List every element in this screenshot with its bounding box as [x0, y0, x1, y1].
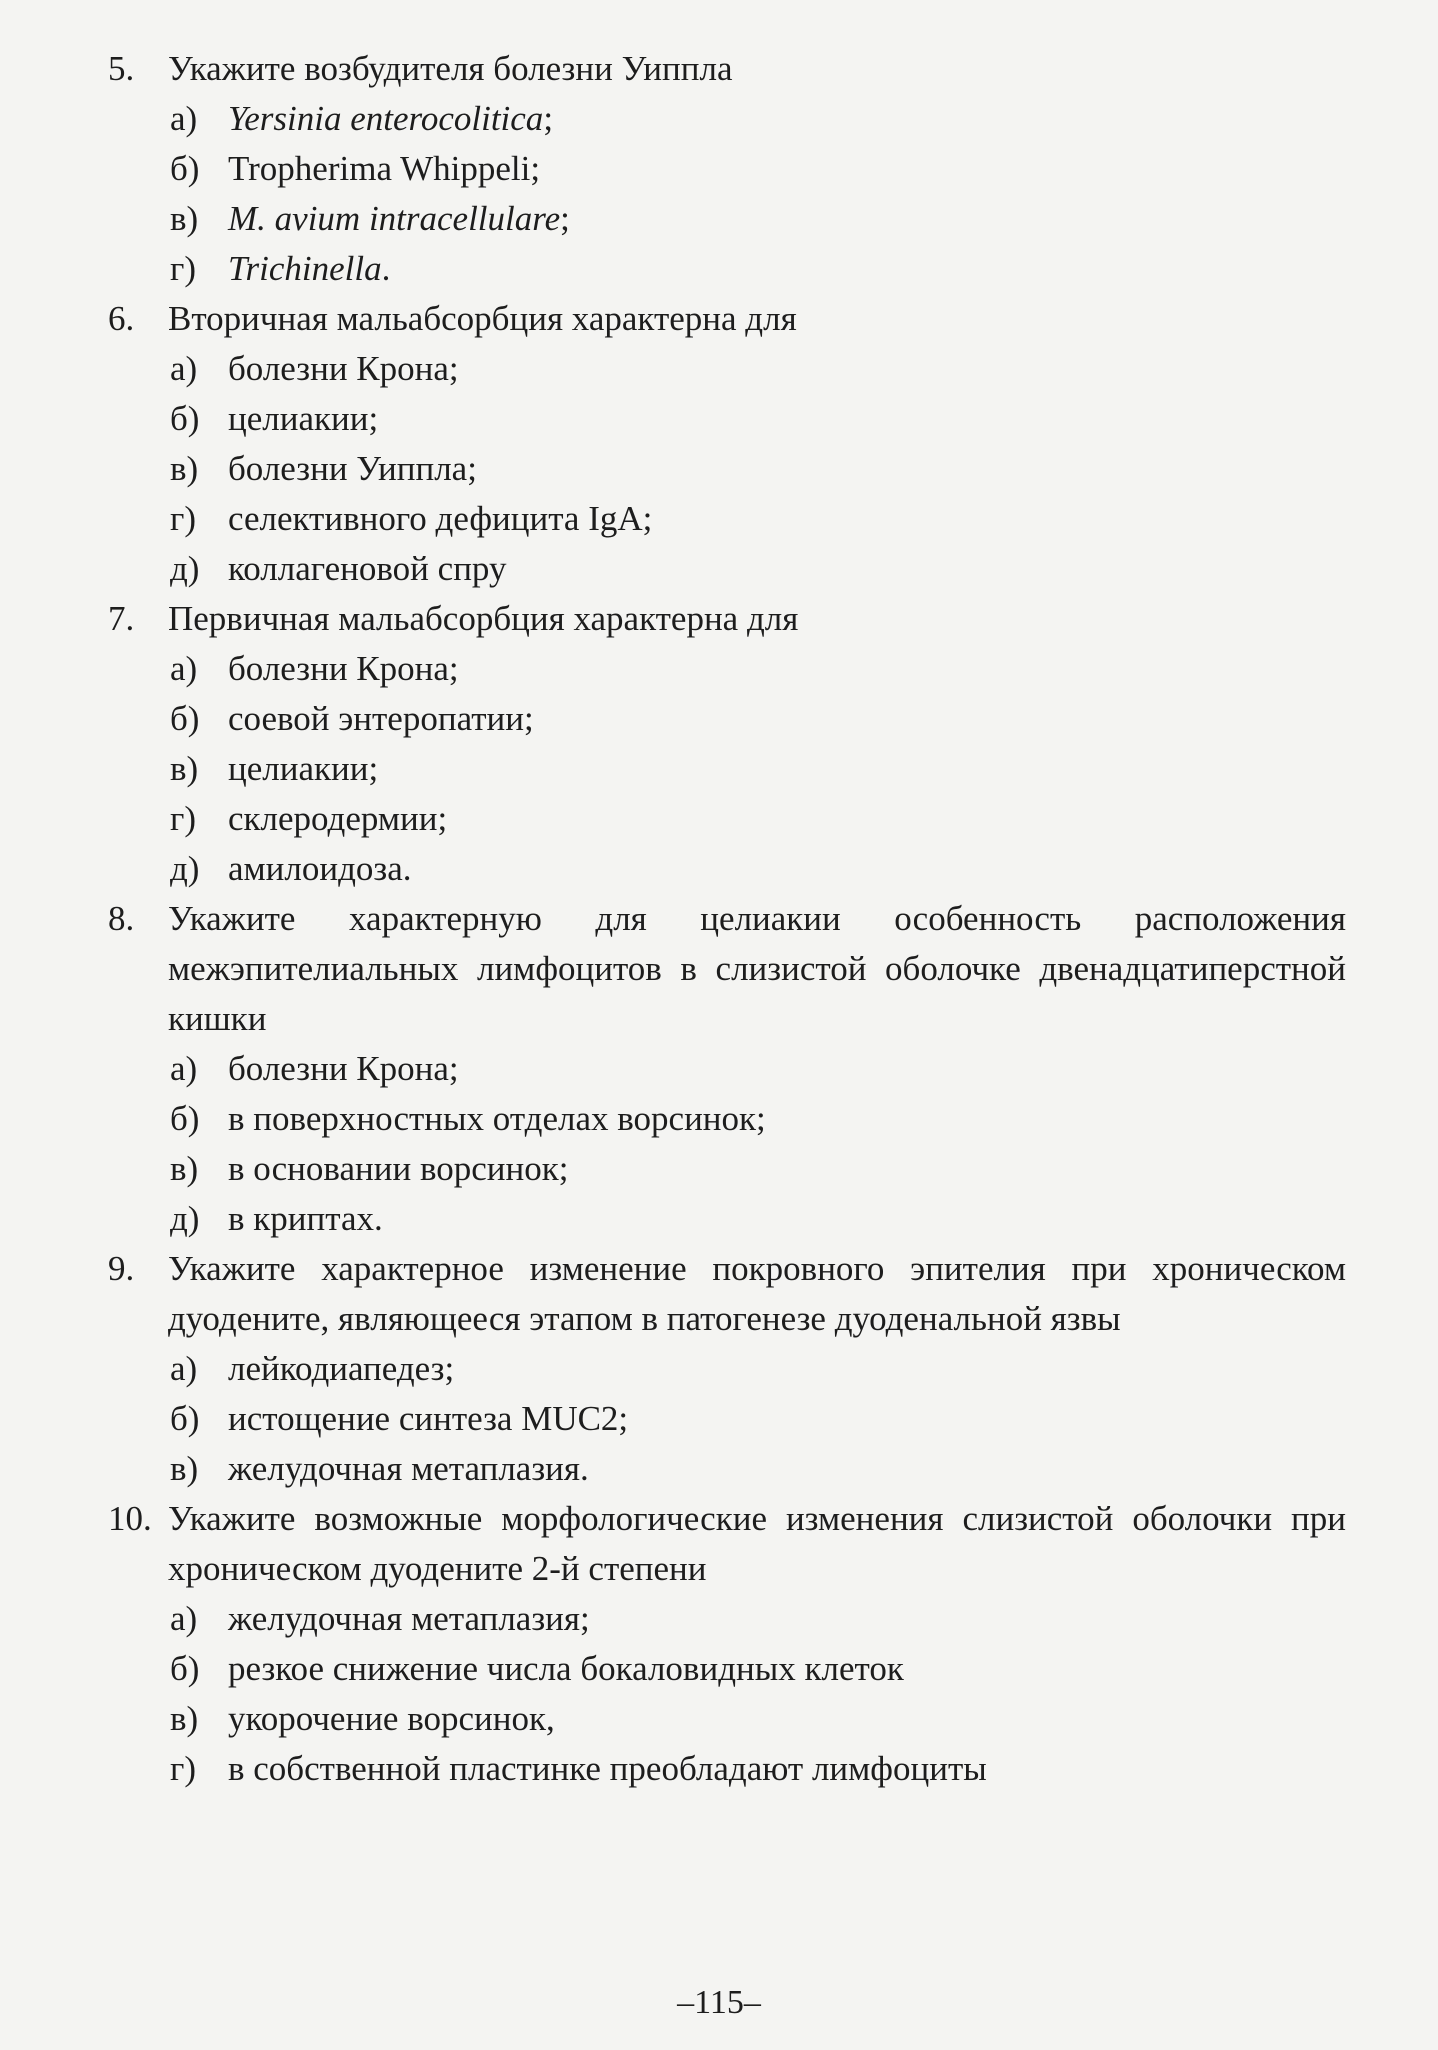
question-block: [108, 894, 1346, 1244]
option-text: целиакии;: [228, 749, 379, 788]
option-letter: б): [170, 399, 200, 438]
option-letter: б): [170, 1099, 200, 1138]
option-italic-text: Trichinella: [228, 249, 382, 288]
option-suffix: .: [381, 249, 391, 288]
page-number: –115–: [677, 1984, 761, 2021]
question: [108, 294, 1346, 344]
question-text: Укажите возможные морфологические изменения слизистой оболочки при хроническом дуодените 2-й степени: [168, 1499, 1346, 1588]
answer-option: [170, 344, 1346, 394]
option-letter: в): [170, 199, 199, 238]
answer-options: [170, 1044, 1346, 1244]
option-suffix: ;: [560, 199, 570, 238]
option-text: лейкодиапедез;: [228, 1349, 455, 1388]
answer-option: [170, 444, 1346, 494]
option-text: болезни Уиппла;: [228, 449, 477, 488]
question-text: Первичная мальабсорбция характерна для: [168, 599, 799, 638]
option-text: Tropherima Whippeli;: [228, 149, 541, 188]
answer-options: [170, 94, 1346, 294]
option-letter: а): [170, 1349, 198, 1388]
answer-option: [170, 94, 1346, 144]
answer-option: [170, 694, 1346, 744]
question-number: 5.: [108, 49, 135, 88]
answer-option: [170, 1694, 1346, 1744]
option-letter: а): [170, 649, 198, 688]
option-text: [228, 94, 1346, 144]
option-text: резкое снижение числа бокаловидных клеток: [228, 1649, 904, 1688]
option-text: болезни Крона;: [228, 649, 459, 688]
option-letter: г): [170, 249, 197, 288]
answer-option: [170, 194, 1346, 244]
answer-option: [170, 844, 1346, 894]
question-number: 8.: [108, 899, 135, 938]
option-text: селективного дефицита IgA;: [228, 499, 653, 538]
answer-options: [170, 1594, 1346, 1794]
question-block: [108, 1244, 1346, 1494]
question: [108, 1494, 1346, 1594]
option-letter: б): [170, 149, 200, 188]
option-letter: а): [170, 1599, 198, 1638]
option-letter: а): [170, 1049, 198, 1088]
option-text: [228, 244, 1346, 294]
option-letter: в): [170, 1699, 199, 1738]
answer-option: [170, 1744, 1346, 1794]
option-text: в поверхностных отделах ворсинок;: [228, 1099, 766, 1138]
question-text: Укажите характерное изменение покровного эпителия при хроническом дуодените, являющееся этапом в патогенезе дуоденальной язвы: [168, 1249, 1346, 1338]
question-block: [108, 594, 1346, 894]
answer-option: [170, 644, 1346, 694]
question: [108, 44, 1346, 94]
option-letter: г): [170, 799, 197, 838]
answer-options: [170, 344, 1346, 594]
option-suffix: ;: [543, 99, 554, 138]
option-letter: а): [170, 349, 198, 388]
option-text: болезни Крона;: [228, 349, 459, 388]
question: [108, 594, 1346, 644]
answer-option: [170, 794, 1346, 844]
answer-option: [170, 1394, 1346, 1444]
answer-option: [170, 544, 1346, 594]
option-letter: г): [170, 1749, 197, 1788]
option-letter: г): [170, 499, 197, 538]
answer-option: [170, 1344, 1346, 1394]
question-number: 7.: [108, 599, 135, 638]
option-text: в собственной пластинке преобладают лимфоциты: [228, 1749, 987, 1788]
option-text: целиакии;: [228, 399, 379, 438]
question-text: Укажите характерную для целиакии особенность расположения межэпителиальных лимфоцитов в слизистой оболочке двенадцатиперстной кишки: [168, 899, 1346, 1038]
question-text: Вторичная мальабсорбция характерна для: [168, 299, 797, 338]
question-list: [108, 44, 1346, 1794]
option-letter: д): [170, 849, 200, 888]
option-text: болезни Крона;: [228, 1049, 459, 1088]
answer-option: [170, 1144, 1346, 1194]
option-letter: д): [170, 549, 200, 588]
answer-option: [170, 1444, 1346, 1494]
answer-option: [170, 1044, 1346, 1094]
question: [108, 894, 1346, 1044]
question-number: 10.: [108, 1499, 152, 1538]
option-letter: в): [170, 1149, 199, 1188]
answer-option: [170, 744, 1346, 794]
answer-option: [170, 144, 1346, 194]
option-letter: б): [170, 1649, 200, 1688]
option-text: коллагеновой спру: [228, 549, 507, 588]
option-text: склеродермии;: [228, 799, 448, 838]
answer-option: [170, 1594, 1346, 1644]
answer-option: [170, 394, 1346, 444]
option-italic-text: M. avium intracellulare: [228, 199, 561, 238]
option-letter: д): [170, 1199, 200, 1238]
option-text: в основании ворсинок;: [228, 1149, 569, 1188]
option-text: истощение синтеза MUC2;: [228, 1399, 629, 1438]
option-letter: б): [170, 1399, 200, 1438]
question-number: 9.: [108, 1249, 135, 1288]
answer-option: [170, 1194, 1346, 1244]
answer-option: [170, 494, 1346, 544]
answer-options: [170, 1344, 1346, 1494]
question-text: Укажите возбудителя болезни Уиппла: [168, 49, 733, 88]
question-block: [108, 44, 1346, 294]
answer-option: [170, 1094, 1346, 1144]
option-text: желудочная метаплазия.: [228, 1449, 589, 1488]
answer-option: [170, 1644, 1346, 1694]
option-text: укорочение ворсинок,: [228, 1699, 555, 1738]
answer-option: [170, 244, 1346, 294]
option-italic-text: Yersinia enterocolitica: [228, 99, 544, 138]
option-letter: в): [170, 749, 199, 788]
option-letter: а): [170, 99, 198, 138]
option-text: соевой энтеропатии;: [228, 699, 534, 738]
option-letter: в): [170, 449, 199, 488]
option-letter: б): [170, 699, 200, 738]
option-text: желудочная метаплазия;: [228, 1599, 590, 1638]
question: [108, 1244, 1346, 1344]
option-text: [228, 194, 1346, 244]
answer-options: [170, 644, 1346, 894]
question-number: 6.: [108, 299, 135, 338]
option-letter: в): [170, 1449, 199, 1488]
question-block: [108, 294, 1346, 594]
question-block: [108, 1494, 1346, 1794]
option-text: амилоидоза.: [228, 849, 412, 888]
option-text: в криптах.: [228, 1199, 383, 1238]
